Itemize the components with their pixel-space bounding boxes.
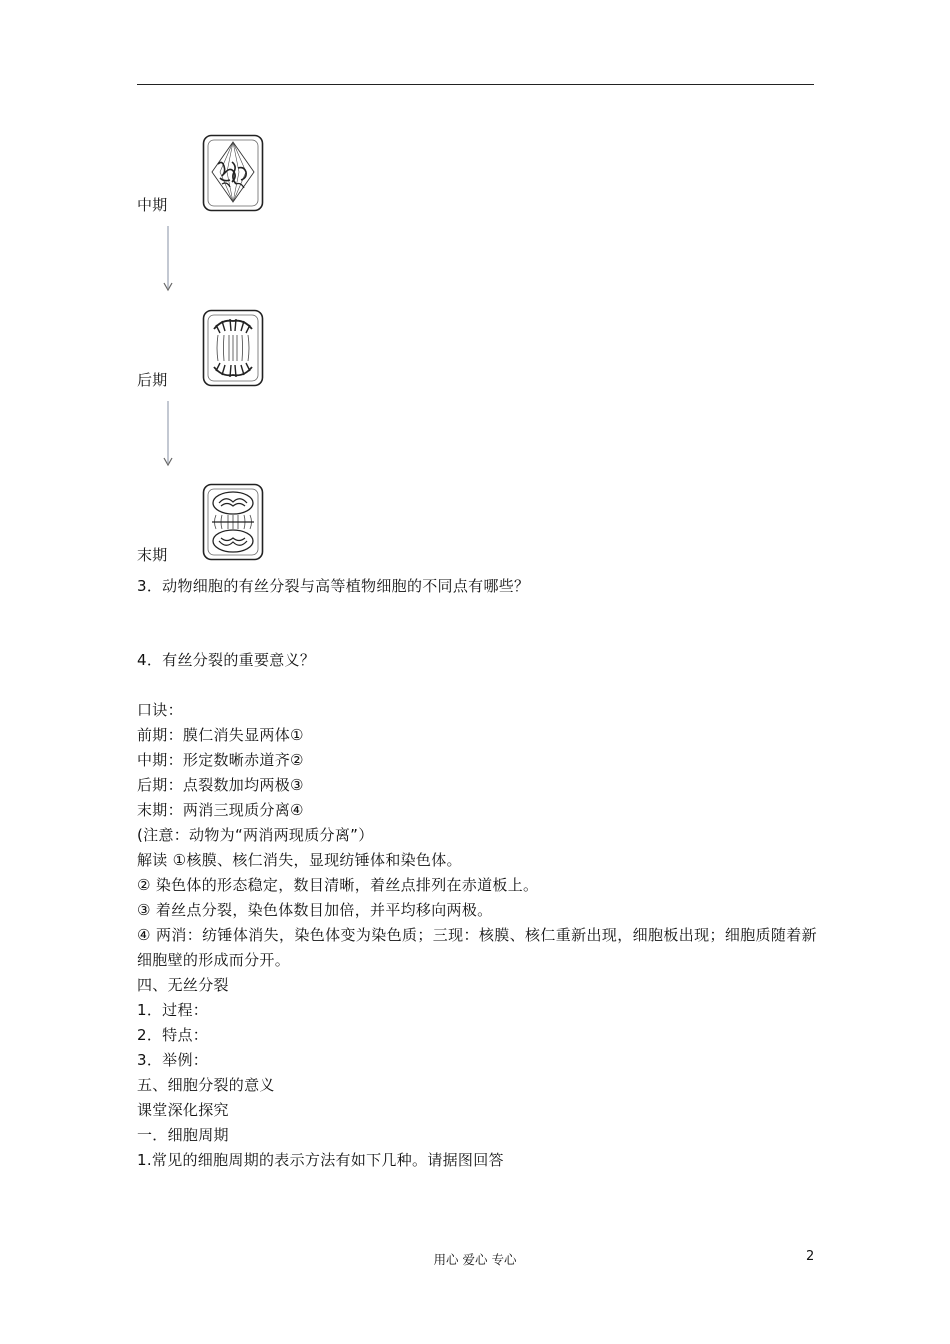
interpretation-line: 解读 ①核膜、核仁消失，显现纺锤体和染色体。 [137, 851, 462, 869]
section-heading-significance: 五、细胞分裂的意义 [137, 1076, 275, 1094]
mnemonic-line: 后期：点裂数加均两极③ [137, 776, 304, 794]
question-3: 3．动物细胞的有丝分裂与高等植物细胞的不同点有哪些？ [137, 577, 530, 595]
list-item: 3．举例： [137, 1051, 209, 1069]
list-item: 1．过程： [137, 1001, 209, 1019]
mnemonic-block [137, 698, 817, 923]
mnemonic-line: 前期：膜仁消失显两体① [137, 726, 304, 744]
section-heading-amitosis: 四、无丝分裂 [137, 976, 229, 994]
arrow-down-icon [162, 401, 174, 471]
header-rule [137, 84, 814, 85]
section-block [137, 973, 817, 1173]
question-4: 4．有丝分裂的重要意义？ [137, 651, 316, 669]
telophase-cell-image [202, 483, 264, 561]
mnemonic-line: 中期：形定数晰赤道齐② [137, 751, 304, 769]
mnemonic-note: (注意：动物为“两消两现质分离”） [137, 826, 374, 844]
stage-label-telophase: 末期 [137, 546, 168, 564]
footer-slogan: 用心 爱心 专心 [433, 1252, 517, 1267]
mnemonic-title: 口诀： [137, 701, 183, 719]
interpretation-paragraph-4: ④ 两消：纺锤体消失，染色体变为染色质；三现：核膜、核仁重新出现，细胞板出现；细胞质随着新细胞壁的形成而分开。 [137, 926, 817, 969]
section-subheading: 课堂深化探究 [137, 1101, 229, 1119]
part-heading-cell-cycle: 一．细胞周期 [137, 1126, 229, 1144]
mnemonic-line: 末期：两消三现质分离④ [137, 801, 304, 819]
interpretation-line: ③ 着丝点分裂，染色体数目加倍，并平均移向两极。 [137, 901, 493, 919]
metaphase-cell-image [202, 134, 264, 212]
list-item: 2．特点： [137, 1026, 209, 1044]
question-1: 1.常见的细胞周期的表示方法有如下几种。请据图回答 [137, 1151, 504, 1169]
interpretation-line: ② 染色体的形态稳定，数目清晰，着丝点排列在赤道板上。 [137, 876, 539, 894]
stage-label-anaphase: 后期 [137, 371, 168, 389]
stage-label-metaphase: 中期 [137, 196, 168, 214]
arrow-down-icon [162, 226, 174, 296]
page-number: 2 [806, 1249, 815, 1264]
anaphase-cell-image [202, 309, 264, 387]
